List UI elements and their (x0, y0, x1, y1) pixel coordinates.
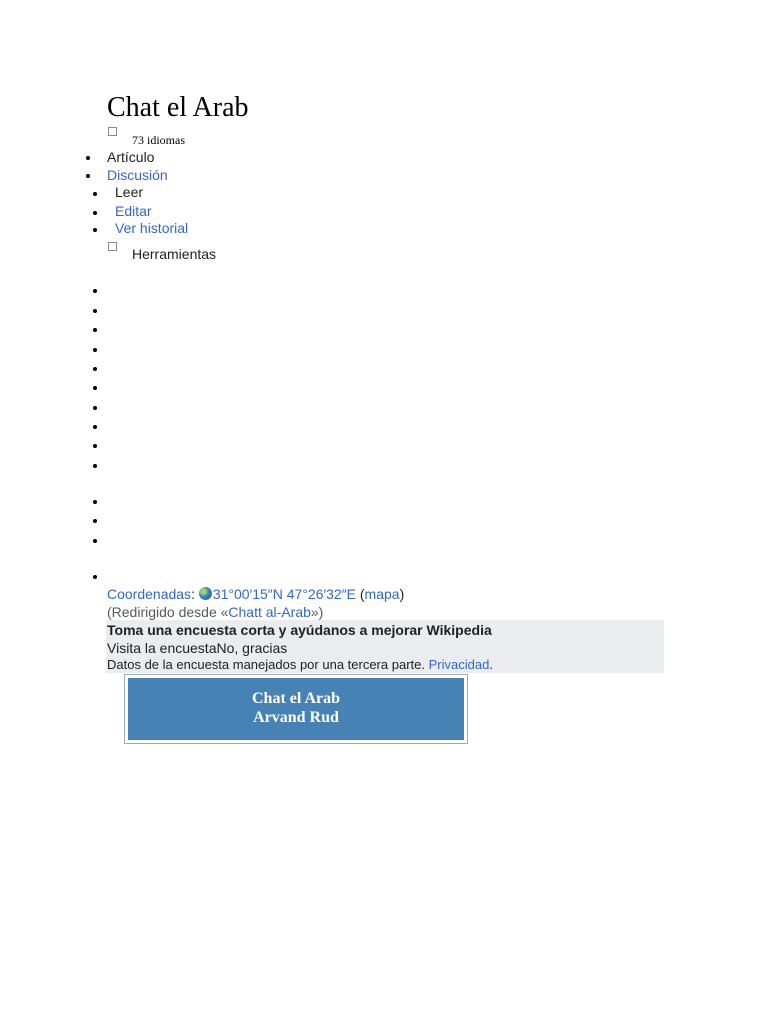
empty-list-item (93, 348, 97, 352)
tools-checkbox[interactable] (108, 242, 117, 251)
tools-label[interactable]: Herramientas (132, 246, 217, 262)
survey-note: Datos de la encuesta manejados por una tercera parte. Privacidad. (107, 657, 493, 672)
empty-list-item (93, 367, 97, 371)
coordinates-value[interactable]: 31°00′15″N 47°26′32″E (212, 586, 356, 602)
languages-label[interactable]: 73 idiomas (132, 133, 185, 147)
empty-list-item (93, 519, 97, 523)
bullet (93, 211, 97, 215)
empty-list-item (93, 539, 97, 543)
page-title: Chat el Arab (107, 92, 249, 123)
empty-list-item (93, 328, 97, 332)
empty-list-item (93, 575, 97, 579)
coordinates-row: Coordenadas: 31°00′15″N 47°26′32″E (mapa) (107, 586, 405, 602)
survey-title: Toma una encuesta corta y ayúdanos a mejorar Wikipedia (107, 622, 492, 638)
bullet (93, 192, 97, 196)
empty-list-item (93, 425, 97, 429)
empty-list-item (93, 444, 97, 448)
tab-leer[interactable]: Leer (115, 184, 144, 200)
survey-decline-button[interactable]: No, gracias (216, 640, 288, 656)
bullet (86, 156, 90, 160)
tab-ver-historial[interactable]: Ver historial (115, 220, 189, 236)
coordinates-link[interactable]: Coordenadas (107, 586, 192, 602)
infobox-subtitle: Arvand Rud (253, 709, 339, 726)
empty-list-item (93, 289, 97, 293)
infobox-header (128, 678, 464, 740)
tab-articulo[interactable]: Artículo (107, 149, 155, 165)
empty-list-item (93, 464, 97, 468)
infobox-title: Chat el Arab (252, 690, 340, 707)
empty-list-item (93, 406, 97, 410)
empty-list-item (93, 500, 97, 504)
infobox (124, 674, 468, 744)
bullet (93, 228, 97, 232)
redirect-source-link[interactable]: Chatt al-Arab (228, 604, 311, 620)
survey-visit-button[interactable]: Visita la encuesta (107, 640, 217, 656)
bullet (86, 174, 90, 178)
tab-editar[interactable]: Editar (115, 203, 152, 219)
redirect-note: (Redirigido desde «Chatt al-Arab») (107, 604, 324, 620)
survey-actions (107, 640, 287, 656)
privacy-link[interactable]: Privacidad (428, 657, 490, 672)
tab-discusion[interactable]: Discusión (107, 167, 168, 183)
languages-checkbox[interactable] (108, 127, 117, 136)
empty-list-item (93, 309, 97, 313)
empty-list-item (93, 386, 97, 390)
map-link[interactable]: mapa (364, 586, 400, 602)
globe-icon[interactable] (199, 587, 212, 600)
